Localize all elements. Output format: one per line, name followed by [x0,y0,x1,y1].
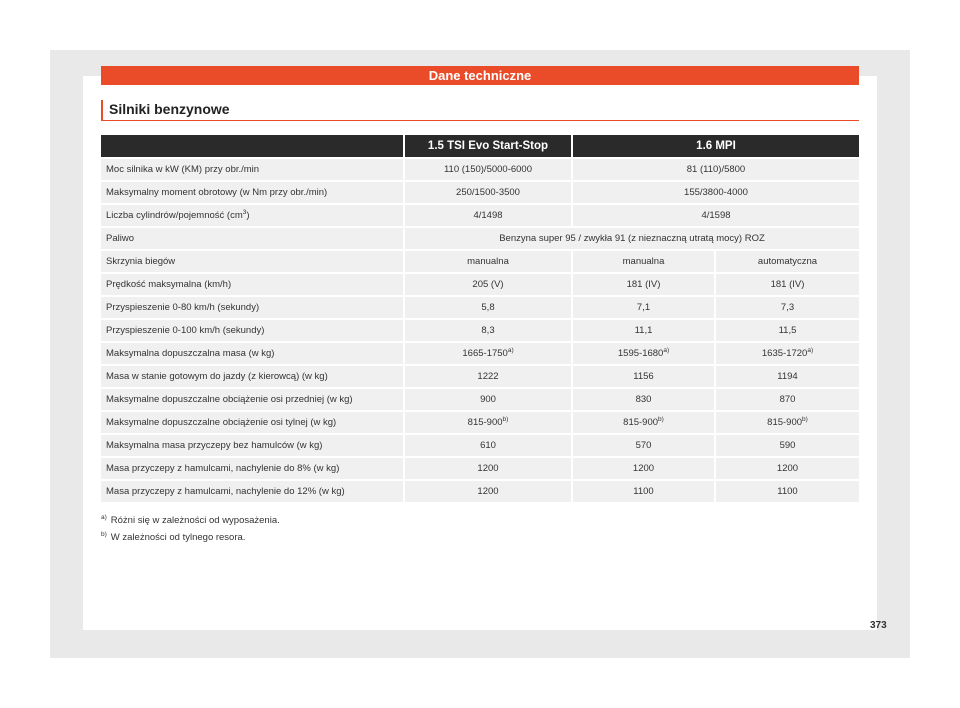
cell-value: 181 (IV) [770,279,805,290]
table-row [101,458,859,479]
cell-text: 815-900 [767,417,803,428]
table-row [101,251,859,272]
row-label: Masa przyczepy z hamulcami, nachylenie do 12% (w kg) [101,481,405,502]
footnote-text: W zależności od tylnego resora. [110,532,246,543]
cell-value: 205 (V) [405,274,573,295]
table-row [101,366,859,387]
superscript: 3 [242,208,247,216]
cell-value: 81 (110)/5800 [686,164,746,175]
cell-value: 11,1 [573,320,716,341]
section-title: Silniki benzynowe [101,100,859,121]
row-label: Maksymalny moment obrotowy (w Nm przy obr./min) [101,182,405,203]
cell-text: 1595-1680 [617,348,664,359]
row-label: Paliwo [101,228,405,249]
cell-value: Benzyna super 95 / zwykła 91 (z nieznaczną utratą mocy) ROZ [499,233,765,244]
cell-value: 7,1 [573,297,716,318]
table-row [101,435,859,456]
cell-value [716,343,859,364]
cell-value [405,343,573,364]
column-header-engine-2: 1.6 MPI [573,135,859,157]
footnote-ref: b) [802,415,808,423]
cell-value [573,412,716,433]
cell-value: 1200 [405,481,573,502]
footnotes [101,512,280,546]
cell-value: 155/3800-4000 [684,187,748,198]
cell-value: 1222 [405,366,573,387]
footnote-ref: a) [663,346,670,354]
chapter-header: Dane techniczne [101,66,859,85]
table-row [101,205,859,226]
page-number: 373 [870,620,887,631]
cell-value: manualna [573,251,716,272]
cell-value: 110 (150)/5000-6000 [405,159,573,180]
table-row [101,228,859,249]
footnote [101,512,280,529]
cell-value: 11,5 [778,325,797,336]
footnote-ref: b) [658,415,664,423]
row-label: Przyspieszenie 0-100 km/h (sekundy) [101,320,405,341]
cell-value: automatyczna [757,256,818,267]
table-row [101,481,859,502]
footnote-mark: b) [101,530,107,538]
cell-value: 250/1500-3500 [405,182,573,203]
row-label-text: Liczba cylindrów/pojemność (cm [106,210,243,221]
cell-value: 1200 [405,458,573,479]
cell-text: 1665-1750 [462,348,508,359]
cell-value: 4/1598 [701,210,731,221]
cell-value: manualna [405,251,573,272]
row-label: Skrzynia biegów [101,251,405,272]
table-row [101,412,859,433]
row-label: Maksymalna dopuszczalna masa (w kg) [101,343,405,364]
footnote-text: Różni się w zależności od wyposażenia. [110,515,280,526]
table-row [101,159,859,180]
table-row [101,320,859,341]
row-label: Maksymalne dopuszczalne obciążenie osi przedniej (w kg) [101,389,405,410]
footnote-ref: b) [502,415,509,423]
cell-value: 7,3 [780,302,795,313]
row-label: Maksymalna masa przyczepy bez hamulców (w kg) [101,435,405,456]
cell-value: 870 [779,394,796,405]
row-label-tail: ) [246,210,250,221]
cell-value: 5,8 [405,297,573,318]
cell-value: 830 [573,389,716,410]
row-label: Przyspieszenie 0-80 km/h (sekundy) [101,297,405,318]
cell-value: 610 [405,435,573,456]
table-row [101,297,859,318]
footnote-ref: a) [807,346,814,354]
footnote [101,529,280,546]
cell-text: 815-900 [623,417,659,428]
cell-value: 1100 [573,481,716,502]
cell-value: 1194 [777,371,798,382]
cell-value: 1200 [573,458,716,479]
footnote-mark: a) [101,513,107,521]
cell-value [716,412,859,433]
cell-value: 8,3 [405,320,573,341]
cell-value [573,343,716,364]
row-label: Moc silnika w kW (KM) przy obr./min [101,159,405,180]
footnote-ref: a) [507,346,514,354]
cell-value: 900 [405,389,573,410]
row-label: Maksymalne dopuszczalne obciążenie osi tylnej (w kg) [101,412,405,433]
table-row [101,343,859,364]
column-header-engine-1: 1.5 TSI Evo Start-Stop [405,135,573,157]
row-label: Prędkość maksymalna (km/h) [101,274,405,295]
row-label: Masa w stanie gotowym do jazdy (z kierowcą) (w kg) [101,366,405,387]
cell-value: 4/1498 [405,205,573,226]
cell-text: 1635-1720 [761,348,808,359]
cell-value: 590 [779,440,796,451]
cell-value: 1100 [777,486,798,497]
row-label [101,205,405,226]
cell-value: 1200 [776,463,799,474]
table-row [101,274,859,295]
cell-text: 815-900 [467,417,503,428]
row-label: Masa przyczepy z hamulcami, nachylenie do 8% (w kg) [101,458,405,479]
engine-spec-table [101,133,859,504]
table-header-row [101,135,859,157]
cell-value: 1156 [573,366,716,387]
table-row [101,182,859,203]
cell-value: 181 (IV) [573,274,716,295]
table-row [101,389,859,410]
cell-value: 570 [573,435,716,456]
cell-value [405,412,573,433]
column-header-blank [101,135,405,157]
